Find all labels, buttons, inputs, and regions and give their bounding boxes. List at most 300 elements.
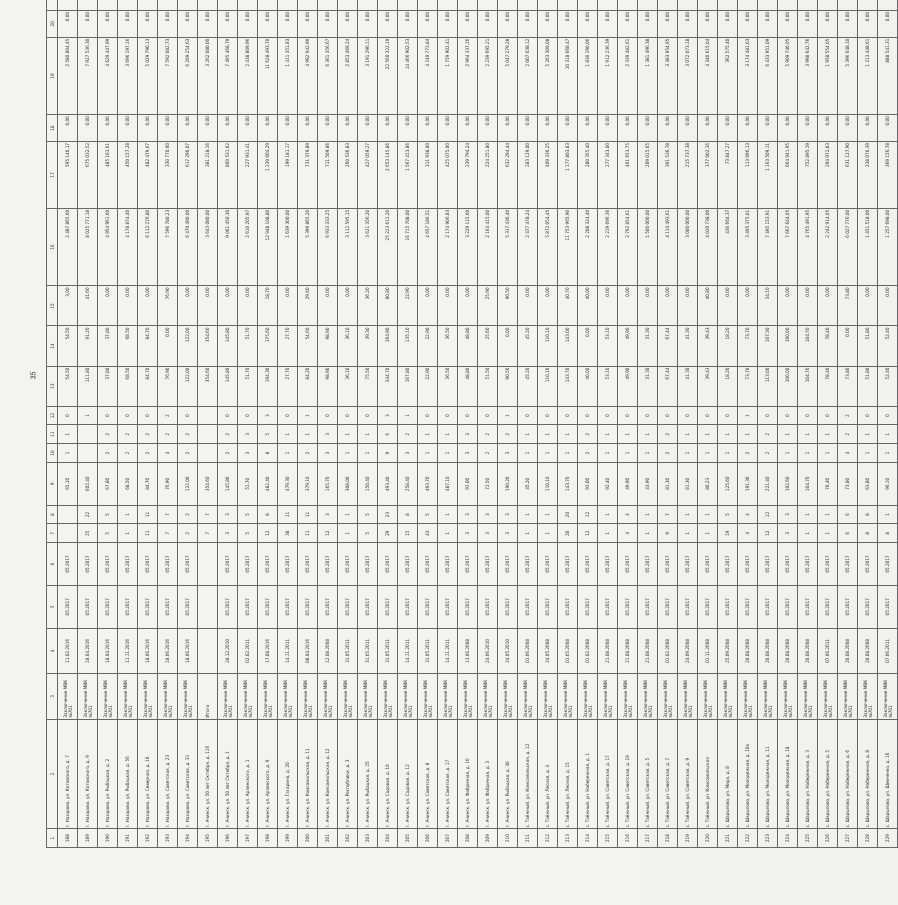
table-cell: 485 163,61	[98, 141, 118, 208]
table-cell: Заключение МВК №701	[98, 674, 118, 719]
table-cell: 20	[558, 524, 578, 543]
table-cell: 8	[258, 444, 278, 463]
table-cell: 6 933 333,25	[318, 208, 338, 286]
table-cell: 54,60	[298, 326, 318, 366]
table-cell: 18.06.2016	[138, 628, 158, 673]
table-cell: 2 438 809,96	[238, 37, 258, 115]
table-cell: 199	[278, 829, 298, 848]
table-cell: 0	[598, 406, 618, 425]
table-cell: 05.2017	[518, 543, 538, 586]
table-cell: 0,00	[338, 115, 358, 142]
table-cell: 264,90	[378, 326, 398, 366]
table-cell: 0,00	[658, 10, 678, 37]
table-cell: Заключение МВК №701	[158, 674, 178, 719]
table-cell: 330 770,60	[158, 141, 178, 208]
table-cell: 221,40	[758, 462, 778, 505]
table-cell: 53,10	[598, 326, 618, 366]
table-cell: 01.02.2008	[658, 628, 678, 673]
table-cell: 05.2017	[838, 585, 858, 628]
table-cell: 239 794,24	[458, 141, 478, 208]
table-cell: 3 229 115,60	[458, 208, 478, 286]
table-cell: 3	[318, 425, 338, 444]
table-cell: Заключение МВК №701	[358, 674, 378, 719]
table-cell: 2 239 695,21	[478, 37, 498, 115]
table-cell: 3 383 954,95	[658, 37, 678, 115]
table-cell	[78, 0, 98, 10]
table-cell: 0,00	[378, 115, 398, 142]
table-cell: 2 487 865,60	[58, 208, 78, 286]
table-cell: 2	[178, 425, 198, 444]
table-cell: 2	[578, 444, 598, 463]
rotated-table-wrapper	[46, 0, 893, 848]
table-row	[798, 0, 818, 848]
column-header: 3	[47, 674, 58, 719]
table-cell: 05.2017	[578, 543, 598, 586]
table-cell: 145,80	[218, 326, 238, 366]
table-cell: Заключение МВК №701	[538, 674, 558, 719]
table-cell	[578, 0, 598, 10]
table-cell	[598, 0, 618, 10]
table-cell: 195	[198, 829, 218, 848]
table-cell: 631 127,90	[838, 141, 858, 208]
table-cell: 0	[418, 406, 438, 425]
table-cell: 8	[258, 505, 278, 524]
table-cell: 16 715 708,00	[398, 208, 418, 286]
table-cell: 05.2017	[298, 543, 318, 586]
table-cell: 1	[798, 444, 818, 463]
table-cell: 05.2017	[718, 585, 738, 628]
table-cell: 2	[178, 524, 198, 543]
table-row	[318, 0, 338, 848]
table-cell: 0,00	[638, 115, 658, 142]
table-cell: 1	[598, 444, 618, 463]
table-cell: 43,90	[638, 462, 658, 505]
table-cell: 0	[58, 406, 78, 425]
address-cell: г. Ачинск, ул. Рыбацкая, д. 30	[498, 719, 518, 829]
table-cell: 40,80	[698, 286, 718, 326]
table-cell: 01.02.2008	[578, 628, 598, 673]
table-cell: 0	[638, 406, 658, 425]
table-cell: 1	[858, 425, 878, 444]
table-cell: 1	[338, 425, 358, 444]
table-cell: 0,00	[798, 115, 818, 142]
table-cell: 1	[678, 524, 698, 543]
table-cell: 0,00	[458, 286, 478, 326]
table-cell: 11.02.2016	[58, 628, 78, 673]
address-cell: с. Шарыпово, ул. Шевченко, д. 16	[878, 719, 898, 829]
table-cell: 73,70	[738, 326, 758, 366]
table-cell: 1	[638, 425, 658, 444]
table-cell: 3	[498, 444, 518, 463]
table-cell: 1	[558, 444, 578, 463]
table-cell: 1	[698, 444, 718, 463]
table-cell: 377 002,16	[698, 141, 718, 208]
table-cell: Заключение МВК №701	[498, 674, 518, 719]
table-cell: 20	[558, 505, 578, 524]
table-row	[698, 0, 718, 848]
table-cell: 617 296,07	[178, 141, 198, 208]
table-cell: 01.05.2008	[558, 628, 578, 673]
table-cell: 208	[458, 829, 478, 848]
table-cell: 2 007 038,12	[518, 37, 538, 115]
table-cell: 05.2017	[758, 585, 778, 628]
table-cell: 0	[178, 406, 198, 425]
table-cell: Заключение МВК №701	[278, 674, 298, 719]
table-cell	[878, 0, 898, 10]
table-cell: 8 025 771,18	[78, 208, 98, 286]
table-cell: 1	[718, 444, 738, 463]
table-cell: 81,30	[678, 462, 698, 505]
table-cell: 1	[118, 524, 138, 543]
table-row	[498, 0, 518, 848]
table-cell: 4 249 773,84	[418, 37, 438, 115]
table-cell: 205	[398, 829, 418, 848]
table-cell: 98,90	[318, 366, 338, 406]
table-cell: 4	[738, 524, 758, 543]
table-cell: 05.2017	[818, 543, 838, 586]
table-cell: 203	[358, 829, 378, 848]
address-cell: г. Ачинск, ул. Комсомольская, д. 12	[318, 719, 338, 829]
table-cell: 07.06.2011	[878, 628, 898, 673]
column-header: 18	[47, 115, 58, 142]
table-cell: 1	[678, 444, 698, 463]
table-cell: 4	[158, 444, 178, 463]
table-cell: 0	[618, 406, 638, 425]
table-cell	[838, 0, 858, 10]
table-cell: 427 059,27	[358, 141, 378, 208]
table-cell: 07.06.2011	[818, 628, 838, 673]
column-header: 19	[47, 37, 58, 115]
table-cell: 1	[558, 425, 578, 444]
table-cell: 20.08.2008	[738, 628, 758, 673]
table-cell: 4 340 615,04	[698, 37, 718, 115]
table-cell: 198	[258, 829, 278, 848]
column-header: 2	[47, 719, 58, 829]
table-cell: 167,80	[398, 366, 418, 406]
table-cell: Заключение МВК №701	[578, 674, 598, 719]
table-cell: 14.11.2011	[278, 628, 298, 673]
table-cell: 05.2017	[558, 543, 578, 586]
table-cell: 0,00	[718, 286, 738, 326]
table-cell: 11	[138, 524, 158, 543]
table-cell: 49,90	[618, 366, 638, 406]
address-cell: с. Таёжный, ул. Советская, д. 7	[658, 719, 678, 829]
table-cell: 3	[218, 524, 238, 543]
table-cell: 05.2017	[818, 585, 838, 628]
table-cell: 05.2017	[678, 543, 698, 586]
table-cell: 4	[738, 505, 758, 524]
table-cell: 225	[798, 829, 818, 848]
table-cell: 0	[238, 406, 258, 425]
table-cell: 3	[318, 505, 338, 524]
table-cell: 145,80	[218, 366, 238, 406]
table-cell: 05.2017	[498, 585, 518, 628]
table-cell: 81,30	[658, 462, 678, 505]
table-cell: Заключение МВК №701	[678, 674, 698, 719]
column-header: 10	[47, 444, 58, 463]
table-cell: 110,10	[538, 326, 558, 366]
table-cell: 227 931,41	[238, 141, 258, 208]
table-cell: 0,00	[798, 10, 818, 37]
table-cell: 3 696 197,16	[118, 37, 138, 115]
table-cell: 05.2017	[418, 585, 438, 628]
table-cell: 5 872 054,45	[538, 208, 558, 286]
table-cell: 0,00	[198, 115, 218, 142]
table-cell: 0	[658, 406, 678, 425]
table-cell: 4 114 493,61	[658, 208, 678, 286]
table-cell: 7 667 644,05	[778, 208, 798, 286]
table-cell: 1	[58, 425, 78, 444]
table-cell: 1	[678, 505, 698, 524]
address-cell: г. Назарово, ул. Котовского, д. 7	[58, 719, 78, 829]
column-header: 6	[47, 543, 58, 586]
table-cell: 3	[458, 444, 478, 463]
table-cell: 37,80	[98, 326, 118, 366]
table-cell	[558, 0, 578, 10]
table-cell: 51,70	[238, 462, 258, 505]
table-cell: 05.2017	[798, 585, 818, 628]
table-header-row	[47, 0, 58, 848]
table-cell: 6	[378, 425, 398, 444]
table-cell: 191,30	[738, 462, 758, 505]
table-cell: 211	[518, 829, 538, 848]
table-cell	[358, 0, 378, 10]
table-cell: 7	[198, 505, 218, 524]
table-cell: 11	[298, 505, 318, 524]
table-cell	[458, 0, 478, 10]
table-row	[398, 0, 418, 848]
table-cell: 5 029 790,13	[138, 37, 158, 115]
table-cell: 0,00	[518, 286, 538, 326]
table-cell: 6	[838, 524, 858, 543]
address-cell: г. Назарово, ул. Рыбацкая, д. 56	[118, 719, 138, 829]
table-cell: 2	[838, 406, 858, 425]
table-cell: 2	[658, 425, 678, 444]
table-cell: 05.2017	[278, 585, 298, 628]
table-cell	[718, 0, 738, 10]
table-cell: 9	[378, 444, 398, 463]
table-cell: 3	[458, 524, 478, 543]
table-cell	[738, 0, 758, 10]
table-cell: 0,00	[158, 10, 178, 37]
table-cell: 05.2017	[398, 543, 418, 586]
table-cell: 0,00	[118, 10, 138, 37]
table-cell: 14.11.2011	[398, 628, 418, 673]
table-row	[218, 0, 238, 848]
table-cell: 8	[858, 505, 878, 524]
table-cell: 1	[598, 505, 618, 524]
table-cell: 4 657 186,51	[418, 208, 438, 286]
table-cell: 67,44	[658, 366, 678, 406]
table-row	[618, 0, 638, 848]
table-cell	[198, 406, 218, 425]
table-cell	[138, 0, 158, 10]
table-cell: 2	[578, 425, 598, 444]
address-cell: с. Шарыпово, ул. Молодежная, д. 11	[758, 719, 778, 829]
column-header: 13	[47, 366, 58, 406]
table-cell: 05.2017	[158, 543, 178, 586]
table-cell: 5 399 865,20	[298, 208, 318, 286]
table-cell: 0,00	[438, 286, 458, 326]
table-cell: 22,90	[418, 366, 438, 406]
table-cell: 7	[158, 524, 178, 543]
table-cell: 1	[538, 505, 558, 524]
table-cell: 2 653 145,86	[378, 141, 398, 208]
table-row	[278, 0, 298, 848]
table-cell: Заключение МВК №701	[178, 674, 198, 719]
table-cell: Заключение МВК №701	[58, 674, 78, 719]
table-cell: 24.05.2008	[538, 628, 558, 673]
table-cell: 73,80	[838, 366, 858, 406]
table-cell: 209 015,65	[638, 141, 658, 208]
table-cell: 48,80	[458, 326, 478, 366]
table-cell: 63,80	[858, 462, 878, 505]
table-cell: 05.2017	[458, 585, 478, 628]
table-cell: 0,00	[818, 10, 838, 37]
table-cell: 1	[358, 425, 378, 444]
table-cell: 1 411 351,83	[278, 37, 298, 115]
table-cell: 602,40	[78, 462, 98, 505]
table-cell: 0,00	[658, 286, 678, 326]
table-cell: 90,50	[498, 286, 518, 326]
table-cell: 39,43	[698, 326, 718, 366]
table-cell	[118, 0, 138, 10]
table-cell: 222	[738, 829, 758, 848]
table-cell: 100,00	[778, 366, 798, 406]
table-cell: 1 830 190,06	[578, 37, 598, 115]
table-cell: 05.2017	[78, 543, 98, 586]
table-cell: 76,90	[158, 366, 178, 406]
table-cell: 1	[598, 524, 618, 543]
table-cell	[258, 0, 278, 10]
column-header: 7	[47, 524, 58, 543]
table-cell: 165,70	[318, 462, 338, 505]
table-cell: 20.08.2008	[758, 628, 778, 673]
table-cell: 05.2017	[318, 543, 338, 586]
table-cell: 05.2017	[558, 585, 578, 628]
table-cell: 189	[78, 829, 98, 848]
table-cell: 493,70	[418, 462, 438, 505]
table-cell: 2	[218, 444, 238, 463]
table-cell: 78,40	[818, 462, 838, 505]
table-cell: 1	[878, 425, 898, 444]
table-cell: 39,30	[358, 326, 378, 366]
table-cell: 188	[58, 829, 78, 848]
address-cell: г. Ачинск, ул. Рыбацкая, д. 25	[358, 719, 378, 829]
table-cell	[798, 0, 818, 10]
table-cell: 213	[558, 829, 578, 848]
table-cell: 1	[698, 425, 718, 444]
table-row	[78, 0, 98, 848]
address-cell: с. Таёжный, ул. Советская, д. 9	[678, 719, 698, 829]
table-row	[238, 0, 258, 848]
table-cell: 0,00	[738, 115, 758, 142]
table-cell: 05.2017	[838, 543, 858, 586]
table-cell: 05.2017	[158, 585, 178, 628]
table-cell: 45,20	[518, 462, 538, 505]
table-cell: 0,00	[658, 115, 678, 142]
table-cell	[658, 0, 678, 10]
table-cell: 0	[858, 406, 878, 425]
table-cell: 2 610 205,97	[238, 208, 258, 286]
table-cell: 05.2017	[758, 543, 778, 586]
address-cell: с. Шарыпово, ул. Набережная, д. 8	[858, 719, 878, 829]
table-cell: 0	[818, 406, 838, 425]
address-cell: г. Ачинск, ул. Фабричная, д. 10	[458, 719, 478, 829]
table-cell: 4 954 961,60	[98, 208, 118, 286]
table-cell: 1	[618, 444, 638, 463]
table-cell: 31,30	[638, 366, 658, 406]
table-cell: 0,00	[438, 115, 458, 142]
table-row	[638, 0, 658, 848]
table-cell: 02.02.2011	[238, 628, 258, 673]
table-cell	[198, 425, 218, 444]
table-row	[418, 0, 438, 848]
table-cell: 05.2017	[678, 585, 698, 628]
table-cell: 107,30	[758, 326, 778, 366]
table-cell: 143,70	[558, 366, 578, 406]
table-cell: 212	[538, 829, 558, 848]
table-cell: 260 536,83	[338, 141, 358, 208]
table-cell: 206	[418, 829, 438, 848]
table-row	[298, 0, 318, 848]
table-cell: 78,40	[818, 326, 838, 366]
table-cell: 22	[78, 505, 98, 524]
table-cell	[198, 444, 218, 463]
table-cell: 21.08.2008	[598, 628, 618, 673]
table-cell: 05.2017	[178, 585, 198, 628]
table-cell: 05.2017	[798, 543, 818, 586]
table-cell: 05.2017	[218, 543, 238, 586]
table-cell: 05.2017	[178, 543, 198, 586]
table-cell: Заключение МВК №701	[418, 674, 438, 719]
table-cell: 1	[638, 505, 658, 524]
table-cell: 0,00	[678, 10, 698, 37]
table-cell	[538, 0, 558, 10]
table-cell: 2	[158, 425, 178, 444]
table-cell	[58, 505, 78, 524]
table-cell: 0,00	[838, 115, 858, 142]
address-cell: г. Назарово, ул. Советская, д. 23	[158, 719, 178, 829]
table-cell: 0,00	[218, 10, 238, 37]
table-cell: Заключение МВК №701	[478, 674, 498, 719]
table-cell: 409 336,25	[538, 141, 558, 208]
table-row	[98, 0, 118, 848]
table-cell: 40,00	[578, 366, 598, 406]
address-cell: с. Шарыпово, ул. Набережная, д. 6	[838, 719, 858, 829]
table-cell: 0,00	[858, 10, 878, 37]
table-row	[118, 0, 138, 848]
table-cell: 0,00	[318, 286, 338, 326]
table-cell: 4	[618, 505, 638, 524]
table-cell: 122,00	[178, 366, 198, 406]
table-cell: 0	[798, 406, 818, 425]
table-cell: Заключение МВК №701	[298, 674, 318, 719]
table-cell: 4 178 874,40	[118, 208, 138, 286]
table-cell	[518, 0, 538, 10]
table-cell: 1	[518, 524, 538, 543]
table-cell: 84,20	[298, 366, 318, 406]
table-cell	[98, 0, 118, 10]
table-cell: 0,00	[858, 115, 878, 142]
table-cell: 3	[478, 505, 498, 524]
table-cell: 461 653,75	[618, 141, 638, 208]
table-cell: 92,40	[598, 462, 618, 505]
table-cell: 39,43	[698, 366, 718, 406]
table-cell: 1 567 413,86	[398, 141, 418, 208]
table-cell: 2	[98, 425, 118, 444]
table-cell: 20.08.2008	[778, 628, 798, 673]
